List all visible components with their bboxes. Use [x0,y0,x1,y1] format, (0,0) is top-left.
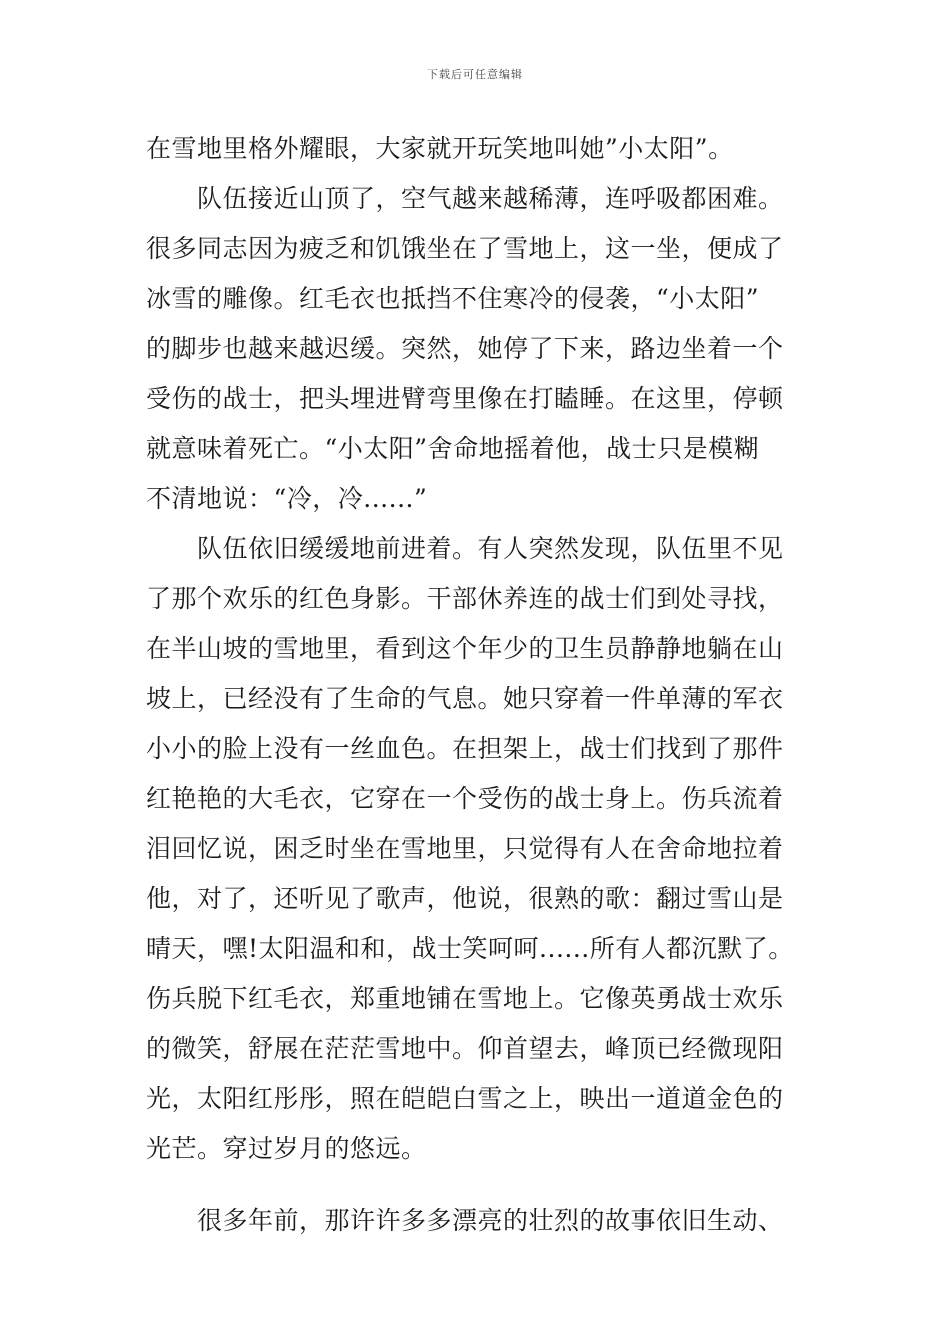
text-line: 光芒。穿过岁月的悠远。 [146,1134,427,1163]
body-text [146,124,826,1246]
text-line: 受伤的战士，把头埋进臂弯里像在打瞌睡。在这里，停顿 [146,384,784,413]
text-line: 队伍接近山顶了，空气越来越稀薄，连呼吸都困难。 [146,184,784,213]
text-line: 的微笑，舒展在茫茫雪地中。仰首望去，峰顶已经微现阳 [146,1034,784,1063]
text-line: 坡上，已经没有了生命的气息。她只穿着一件单薄的军衣 [146,684,784,713]
text-line: 在雪地里格外耀眼，大家就开玩笑地叫她”小太阳”。 [146,134,734,163]
text-line: 小小的脸上没有一丝血色。在担架上，战士们找到了那件 [146,734,784,763]
text-line: 他，对了，还听见了歌声，他说，很熟的歌：翻过雪山是 [146,884,784,913]
text-line: 就意味着死亡。“小太阳”舍命地摇着他，战士只是模糊 [146,434,760,463]
text-line: 红艳艳的大毛衣，它穿在一个受伤的战士身上。伤兵流着 [146,784,784,813]
text-line: 队伍依旧缓缓地前进着。有人突然发现，队伍里不见 [146,534,784,563]
text-line: 不清地说：“冷，冷......” [146,484,428,513]
page-header: 下载后可任意编辑 [427,68,523,81]
text-line: 很多年前，那许许多多漂亮的壮烈的故事依旧生动、 [146,1206,784,1235]
text-line: 晴天，嘿!太阳温和和，战士笑呵呵......所有人都沉默了。 [146,934,794,963]
text-line: 了那个欢乐的红色身影。干部休养连的战士们到处寻找， [146,584,784,613]
text-line: 冰雪的雕像。红毛衣也抵挡不住寒冷的侵袭，“小太阳” [146,284,760,313]
text-line: 很多同志因为疲乏和饥饿坐在了雪地上，这一坐，便成了 [146,234,784,263]
text-line: 的脚步也越来越迟缓。突然，她停了下来，路边坐着一个 [146,334,784,363]
text-line: 在半山坡的雪地里，看到这个年少的卫生员静静地躺在山 [146,634,784,663]
text-line: 泪回忆说，困乏时坐在雪地里，只觉得有人在舍命地拉着 [146,834,784,863]
text-line: 伤兵脱下红毛衣，郑重地铺在雪地上。它像英勇战士欢乐 [146,984,784,1013]
text-line: 光，太阳红彤彤，照在皑皑白雪之上，映出一道道金色的 [146,1084,784,1113]
